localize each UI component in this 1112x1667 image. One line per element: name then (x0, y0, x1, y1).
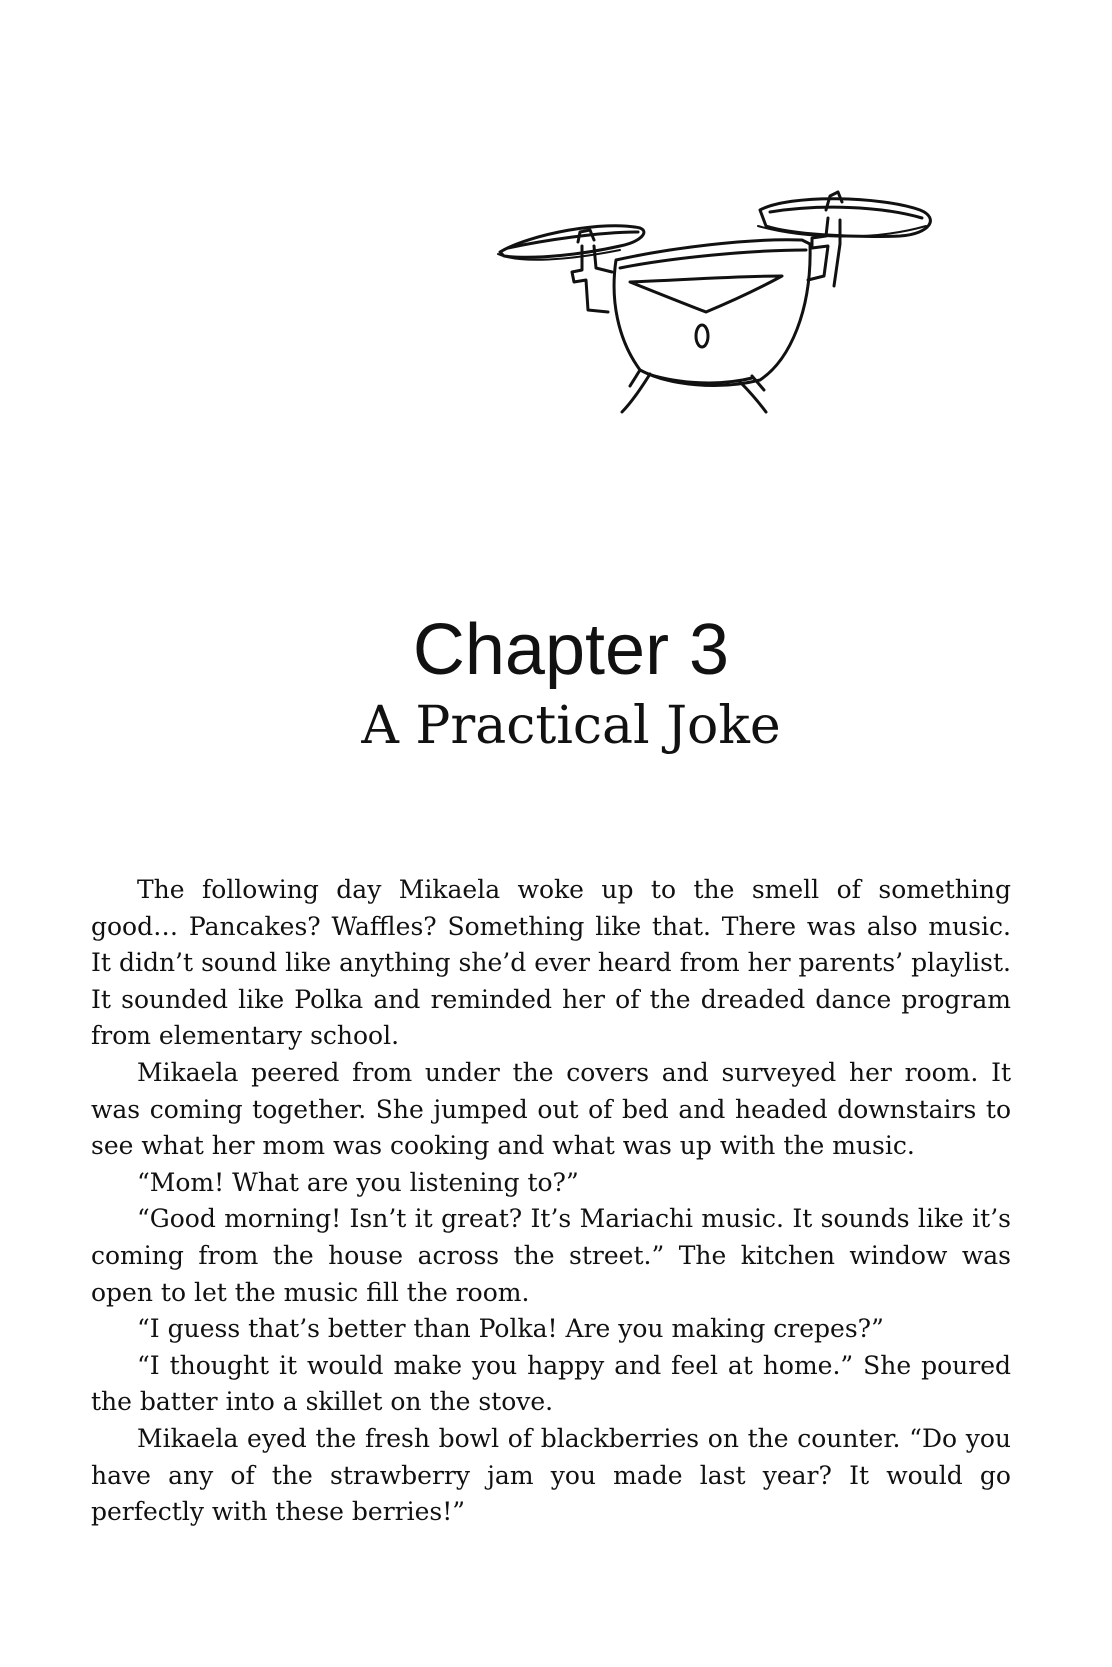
paragraph: “Good morning! Isn’t it great? It’s Mariachi music. It sounds like it’s coming from the house across the street.” The kitchen window was open to let the music fill the room. (91, 1204, 1011, 1307)
drone-icon (490, 190, 970, 440)
paragraph: “Mom! What are you listening to?” (137, 1167, 579, 1197)
paragraph: “I thought it would make you happy and feel at home.” She poured the batter into a skillet on the stove. (91, 1350, 1011, 1417)
chapter-title: A Practical Joke (361, 696, 781, 756)
chapter-body (91, 872, 1011, 1531)
chapter-heading (0, 608, 1112, 760)
drone-illustration (490, 190, 970, 440)
paragraph: Mikaela peered from under the covers and surveyed her room. It was coming together. She jumped out of bed and headed downstairs to see what her mom was cooking and what was up with the music. (91, 1057, 1011, 1161)
paragraph: “I guess that’s better than Polka! Are you making crepes?” (137, 1314, 884, 1344)
chapter-number: Chapter 3 (412, 610, 730, 690)
paragraph: The following day Mikaela woke up to the smell of something good… Pancakes? Waffles? Something like that. There was also music. It didn’t sound like anything she’d ever heard from her parents’ playlist. It sounded like Polka and reminded her of the dreaded dance program from elementary school. (91, 875, 1011, 1051)
paragraph: Mikaela eyed the fresh bowl of blackberries on the counter. “Do you have any of the strawberry jam you made last year? It would go perfectly with these berries!” (91, 1423, 1011, 1527)
